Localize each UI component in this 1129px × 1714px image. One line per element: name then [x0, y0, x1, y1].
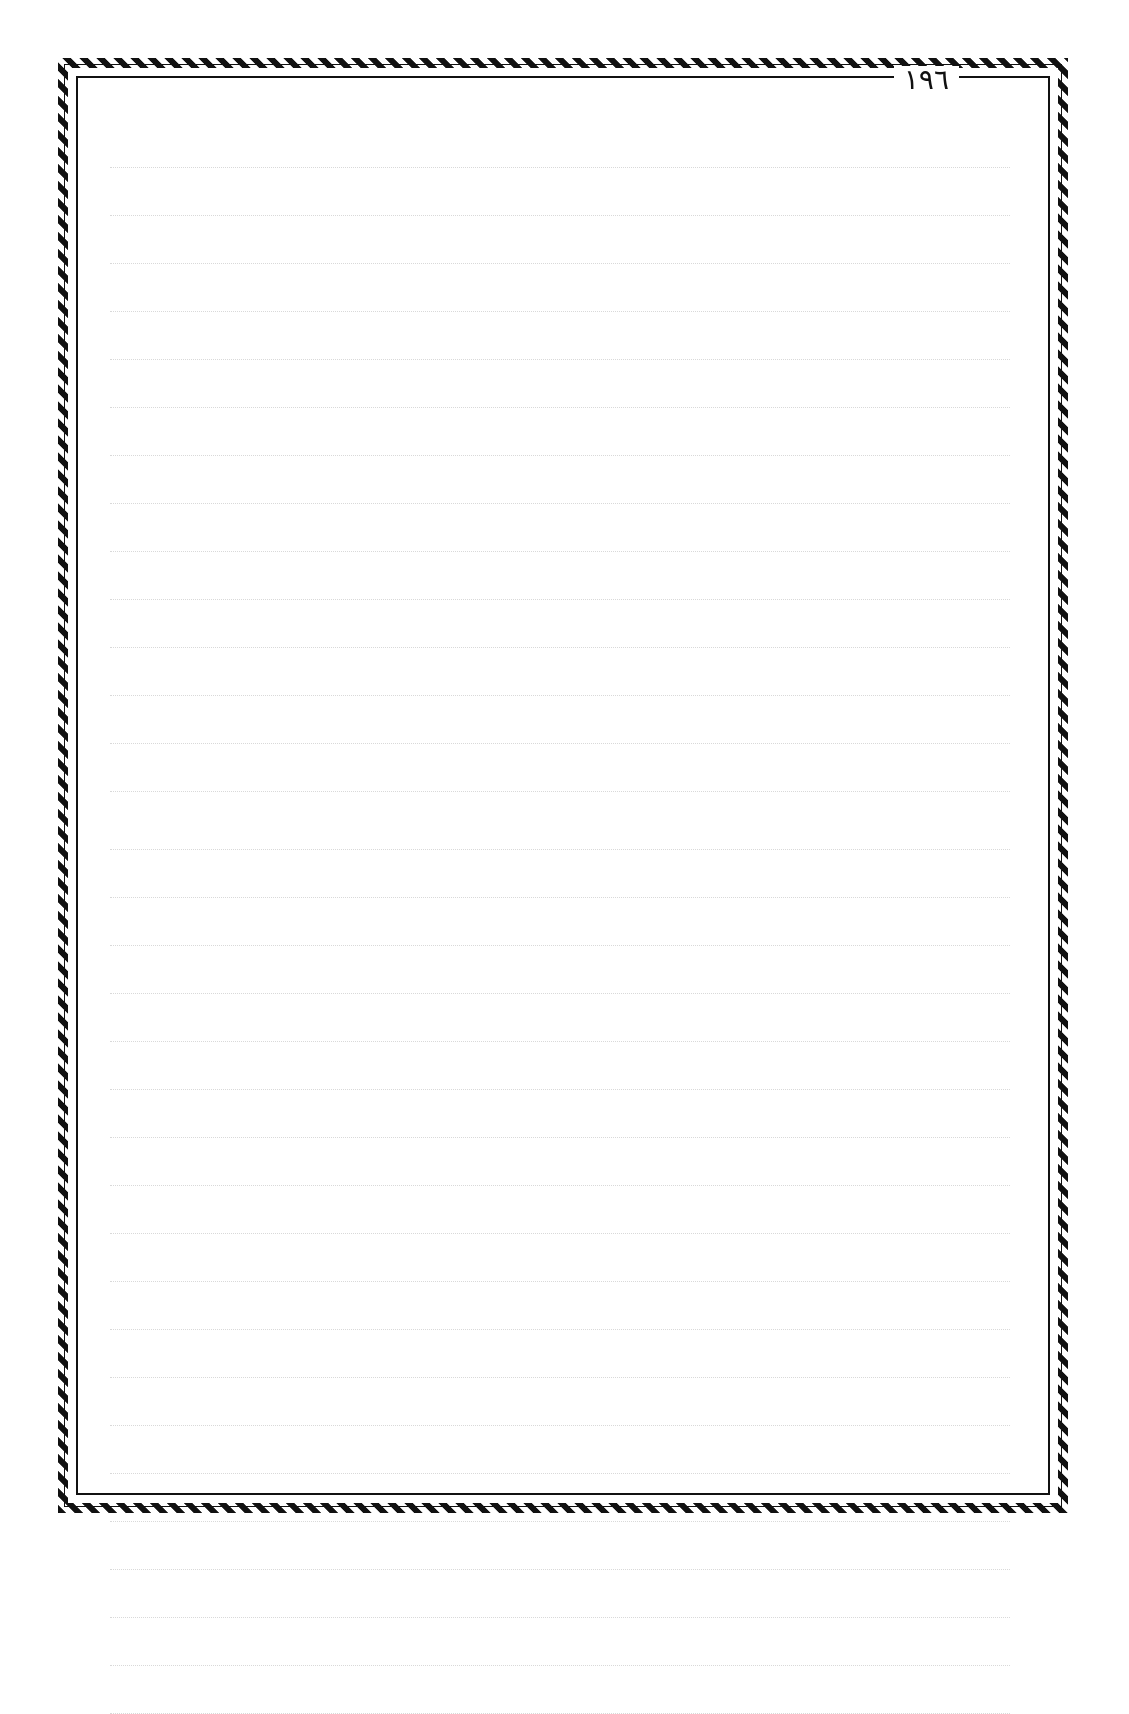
- text-line: [110, 1378, 1010, 1426]
- text-line: [110, 1186, 1010, 1234]
- paragraph-gap: [110, 792, 1010, 802]
- text-line: [110, 1234, 1010, 1282]
- text-line: [110, 744, 1010, 792]
- text-line: [110, 1666, 1010, 1714]
- text-line: [110, 600, 1010, 648]
- text-line: [110, 504, 1010, 552]
- text-line: [110, 1474, 1010, 1522]
- text-line: [110, 168, 1010, 216]
- text-line: [110, 1042, 1010, 1090]
- text-line: [110, 552, 1010, 600]
- document-body: [110, 120, 1010, 1440]
- text-line: [110, 1426, 1010, 1474]
- text-line: [110, 850, 1010, 898]
- text-line: [110, 120, 1010, 168]
- page-number: ١٩٦: [894, 66, 959, 94]
- text-line: [110, 1282, 1010, 1330]
- text-line: [110, 898, 1010, 946]
- text-line: [110, 264, 1010, 312]
- paragraph-1: [110, 120, 1010, 792]
- text-line: [110, 1090, 1010, 1138]
- text-line: [110, 312, 1010, 360]
- text-line: [110, 456, 1010, 504]
- text-line: [110, 360, 1010, 408]
- text-line: [110, 408, 1010, 456]
- text-line: [110, 802, 1010, 850]
- paragraph-2: [110, 802, 1010, 1714]
- text-line: [110, 1522, 1010, 1570]
- text-line: [110, 216, 1010, 264]
- text-line: [110, 1618, 1010, 1666]
- text-line: [110, 696, 1010, 744]
- text-line: [110, 994, 1010, 1042]
- text-line: [110, 946, 1010, 994]
- text-line: [110, 1570, 1010, 1618]
- text-line: [110, 648, 1010, 696]
- text-line: [110, 1330, 1010, 1378]
- text-line: [110, 1138, 1010, 1186]
